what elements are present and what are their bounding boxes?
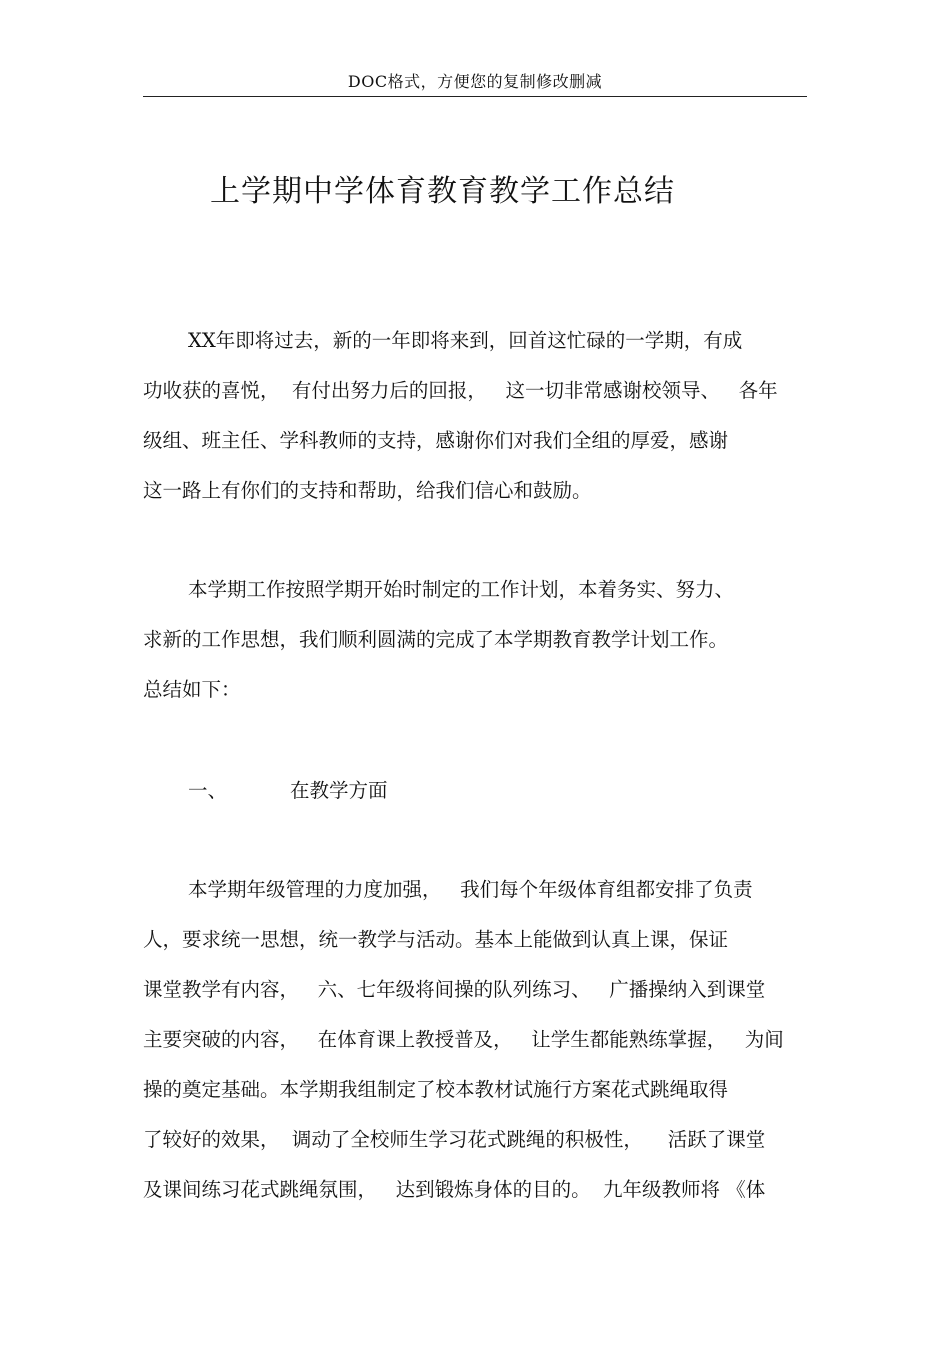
paragraph-2-line-1: 本学期工作按照学期开始时制定的工作计划，本着务实、努力、 [188,578,735,601]
paragraph-1-line-2: 功收获的喜悦， 有付出努力后的回报， 这一切非常感谢校领导、 各年 [143,379,778,402]
paragraph-3-line-6: 了较好的效果， 调动了全校师生学习花式跳绳的积极性， 活跃了课堂 [143,1128,766,1151]
paragraph-2-line-3: 总结如下： [143,678,241,701]
paragraph-3-line-2: 人，要求统一思想，统一教学与活动。基本上能做到认真上课，保证 [143,928,729,951]
page-header: DOC格式，方便您的复制修改删减 [347,72,603,91]
header-divider [143,96,807,97]
paragraph-3-line-1: 本学期年级管理的力度加强， 我们每个年级体育组都安排了负责 [188,878,753,901]
paragraph-3-line-4: 主要突破的内容， 在体育课上教授普及， 让学生都能熟练掌握， 为间 [143,1028,784,1051]
paragraph-2-line-2: 求新的工作思想，我们顺利圆满的完成了本学期教育教学计划工作。 [143,628,729,651]
document-title: 上学期中学体育教育教学工作总结 [210,174,675,209]
paragraph-3-line-5: 操的奠定基础。本学期我组制定了校本教材试施行方案花式跳绳取得 [143,1078,729,1101]
section-number: 一、 [188,779,228,802]
paragraph-1-line-4: 这一路上有你们的支持和帮助，给我们信心和鼓励。 [143,479,592,502]
paragraph-3-line-3: 课堂教学有内容， 六、七年级将间操的队列练习、 广播操纳入到课堂 [143,978,766,1001]
paragraph-3-line-7: 及课间练习花式跳绳氛围， 达到锻炼身体的目的。 九年级教师将 《体 [143,1178,766,1201]
paragraph-1-line-3: 级组、班主任、学科教师的支持，感谢你们对我们全组的厚爱，感谢 [143,429,729,452]
paragraph-1-line-1: XX年即将过去，新的一年即将来到，回首这忙碌的一学期，有成 [188,329,743,352]
section-heading: 在教学方面 [290,779,388,802]
